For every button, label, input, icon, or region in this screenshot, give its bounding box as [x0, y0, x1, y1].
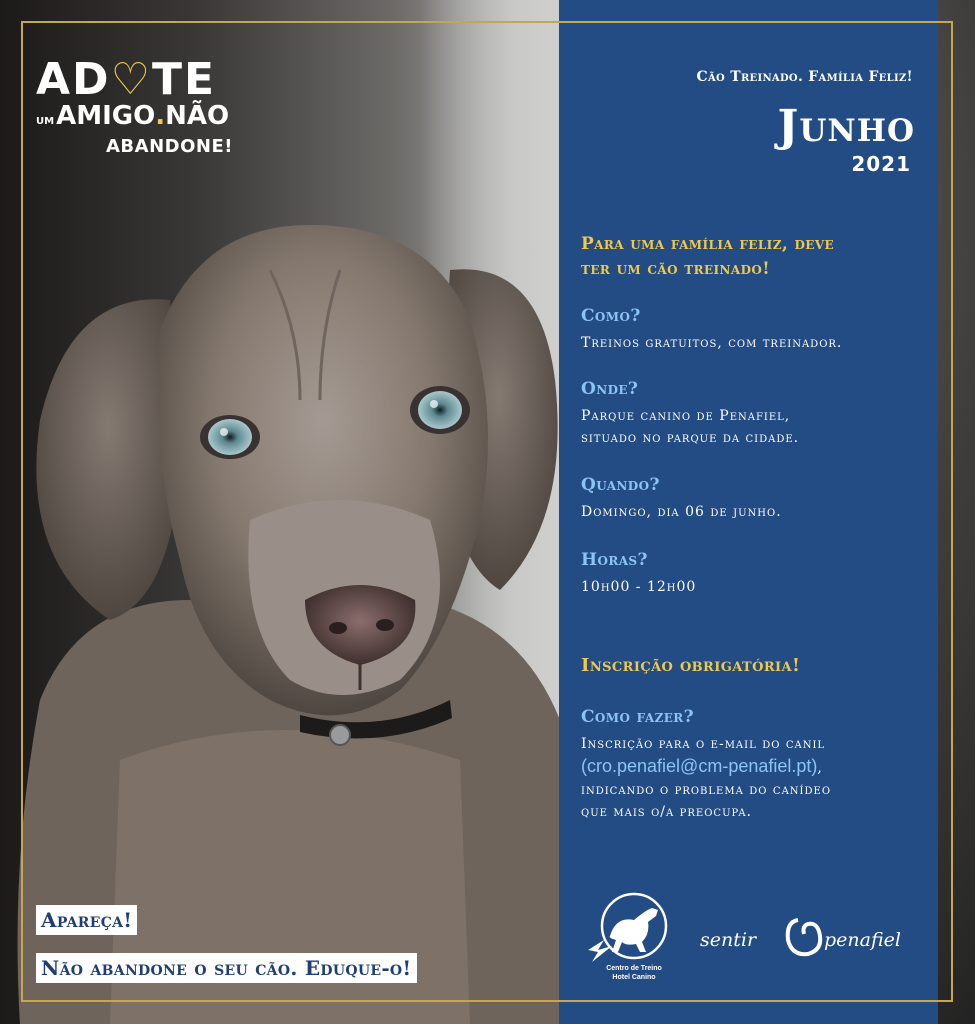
question-answer: Domingo, dia 06 de junho. — [581, 504, 782, 520]
question-hours — [581, 549, 926, 598]
question-answer — [581, 733, 926, 823]
question-title: Horas? — [581, 550, 648, 570]
sentir-penafiel-logo — [700, 912, 920, 962]
canil-logo — [582, 888, 682, 988]
headline — [581, 232, 921, 282]
question-how-to — [581, 706, 926, 823]
adote-line-2 — [36, 102, 256, 136]
info-panel — [559, 0, 938, 1024]
educate-tag: Não abandone o seu cão. Eduque-o! — [36, 953, 417, 983]
heart-icon: ♡ — [110, 54, 153, 105]
email-suffix: , — [817, 760, 823, 776]
question-title: Quando? — [581, 475, 660, 495]
event-year: 2021 — [851, 152, 911, 176]
how-line-2 — [581, 755, 926, 779]
question-how — [581, 305, 926, 354]
sentir-word: sentir — [700, 929, 757, 951]
adote-logo — [36, 54, 256, 158]
email-link[interactable]: (cro.penafiel@cm-penafiel.pt) — [581, 756, 818, 776]
answer-line-1: Parque canino de Penafiel, — [581, 408, 791, 424]
canil-line-1: Centro de Treino — [606, 965, 662, 972]
question-title: Como fazer? — [581, 707, 695, 727]
answer-line-2: situado no parque da cidade. — [581, 430, 800, 446]
question-title: Onde? — [581, 379, 639, 399]
how-line-1: Inscrição para o e-mail do canil — [581, 736, 826, 752]
penafiel-word: penafiel — [824, 929, 901, 951]
headline-line-2: ter um cão treinado! — [581, 259, 771, 279]
mandatory-registration: Inscrição obrigatória! — [581, 655, 801, 676]
how-line-3: indicando o problema do canídeo — [581, 782, 832, 798]
how-line-4: que mais o/a preocupa. — [581, 804, 752, 820]
question-answer: 10h00 - 12h00 — [581, 579, 697, 595]
question-answer: Treinos gratuitos, com treinador. — [581, 335, 843, 351]
event-month: Junho — [777, 101, 915, 152]
question-where — [581, 378, 926, 449]
adote-line-1 — [36, 54, 256, 105]
adote-amigo: AMIGO — [56, 101, 156, 131]
adote-line-3: ABANDONE! — [106, 136, 233, 157]
adote-part-b: TE — [152, 54, 217, 105]
slogan: Cão Treinado. Família Feliz! — [696, 69, 913, 85]
question-answer — [581, 405, 926, 449]
adote-dot: . — [155, 101, 166, 131]
adote-nao: NÃO — [165, 101, 230, 131]
appear-tag: Apareça! — [36, 905, 137, 935]
question-title: Como? — [581, 306, 641, 326]
adote-part-a: AD — [36, 54, 111, 105]
canil-line-2: Hotel Canino — [612, 974, 656, 981]
adote-um: UM — [36, 116, 55, 127]
headline-line-1: Para uma família feliz, deve — [581, 234, 835, 254]
question-when — [581, 474, 926, 523]
